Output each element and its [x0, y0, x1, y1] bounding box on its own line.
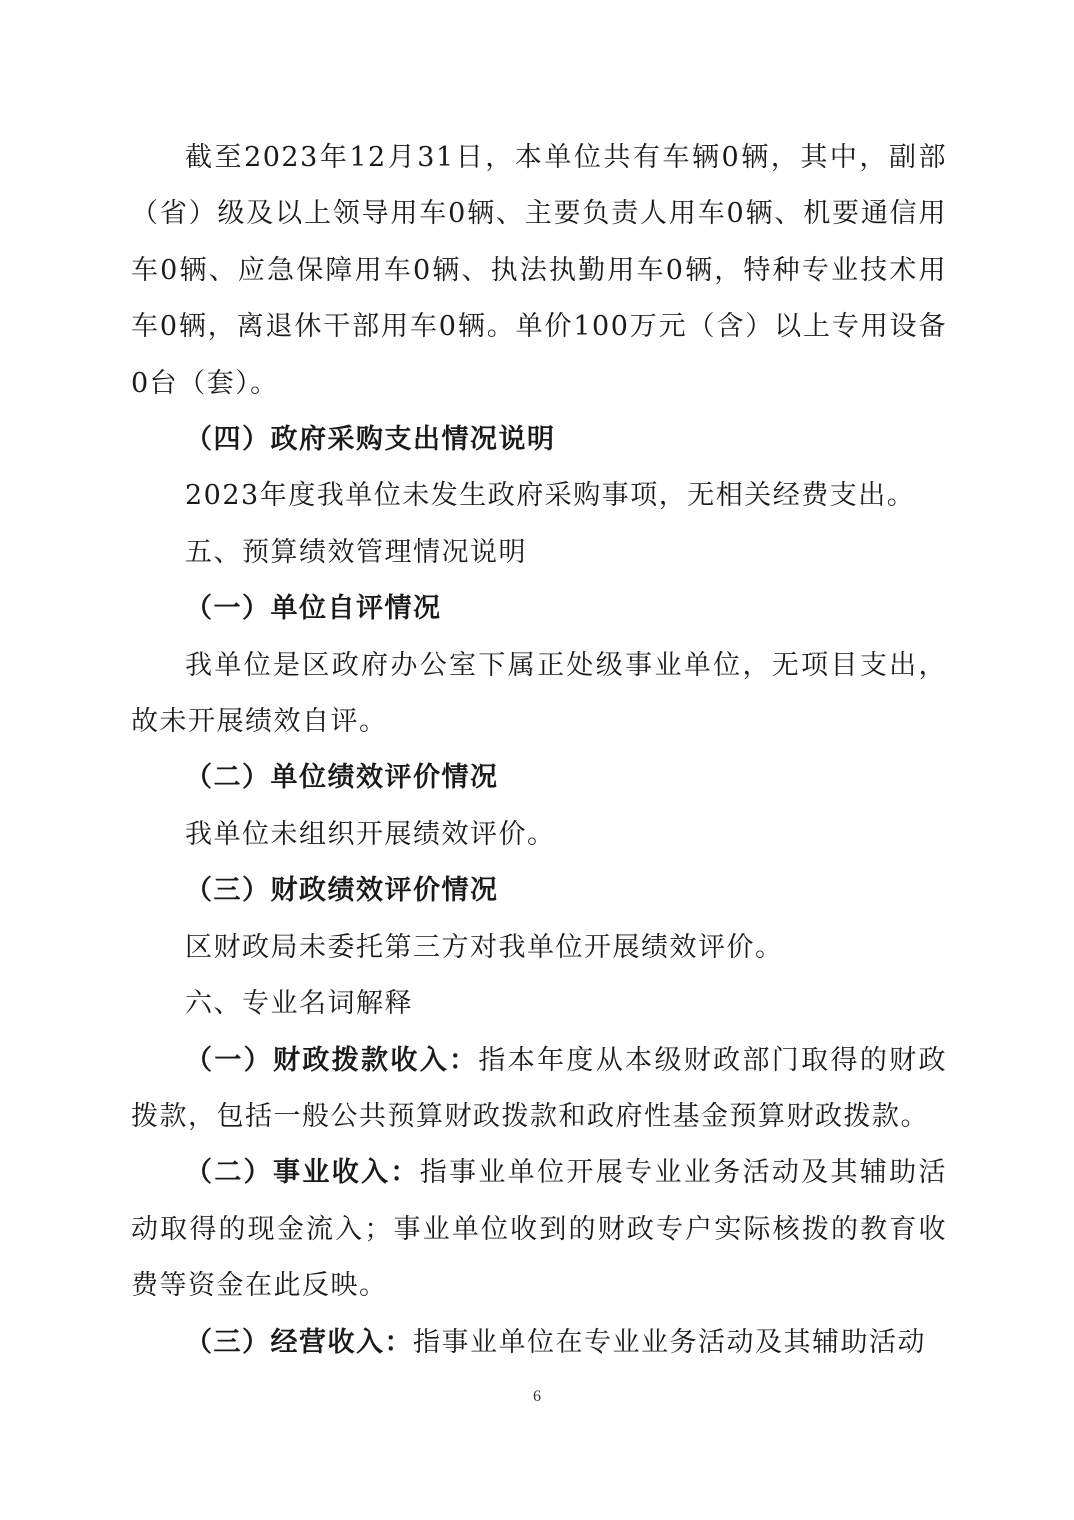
paragraph-vehicles: 截至2023年12月31日，本单位共有车辆0辆，其中，副部（省）级及以上领导用车0辆、主要负责人用车0辆、机要通信用车0辆、应急保障用车0辆、执法执勤用车0辆，特种专业技术用车0辆，离退休干部用车0辆。单价100万元（含）以上专用设备0台（套）。	[131, 142, 947, 399]
document-body	[131, 130, 947, 1371]
heading-performance-management: 五、预算绩效管理情况说明	[185, 536, 527, 568]
heading-government-procurement: （四）政府采购支出情况说明	[185, 424, 556, 456]
term-label: （一）财政拨款收入：	[185, 1044, 479, 1076]
term-definition: 指事业单位开展专业业务活动及其辅助活动取得的现金流入；事业单位收到的财政专户实际核拨的教育收费等资金在此反映。	[131, 1157, 948, 1302]
term-label: （三）经营收入：	[185, 1326, 413, 1358]
page-number: 6	[533, 1388, 541, 1405]
term-definition: 指本年度从本级财政部门取得的财政拨款，包括一般公共预算财政拨款和政府性基金预算财政拨款。	[131, 1044, 948, 1132]
heading-self-evaluation: （一）单位自评情况	[185, 593, 442, 625]
paragraph-procurement: 2023年度我单位未发生政府采购事项，无相关经费支出。	[185, 480, 916, 512]
paragraph-term-fiscal-appropriation	[131, 1033, 947, 1146]
paragraph-unit-evaluation: 我单位未组织开展绩效评价。	[185, 818, 556, 850]
heading-glossary: 六、专业名词解释	[185, 988, 413, 1020]
paragraph-finance-evaluation: 区财政局未委托第三方对我单位开展绩效评价。	[185, 931, 784, 963]
paragraph-term-business-income	[131, 1145, 947, 1314]
heading-unit-evaluation: （二）单位绩效评价情况	[185, 762, 499, 794]
paragraph-term-operating-income	[131, 1315, 947, 1371]
heading-finance-evaluation: （三）财政绩效评价情况	[185, 875, 499, 907]
term-label: （二）事业收入：	[185, 1157, 420, 1189]
term-definition: 指事业单位在专业业务活动及其辅助活动	[413, 1326, 926, 1358]
paragraph-self-evaluation: 我单位是区政府办公室下属正处级事业单位，无项目支出，故未开展绩效自评。	[131, 649, 947, 738]
